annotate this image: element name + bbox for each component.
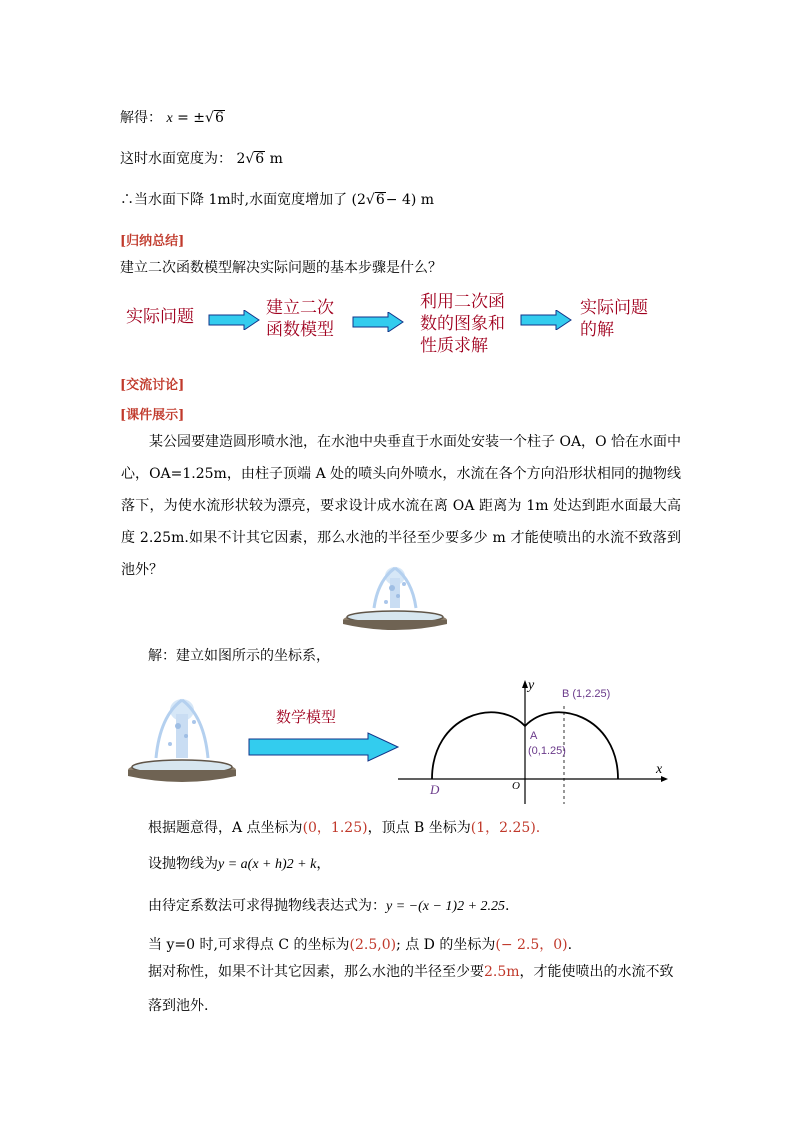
problem-paragraph: 某公园要建造圆形喷水池，在水池中央垂直于水面处安装一个柱子 OA，O 恰在水面中心，OA=1.25m，由柱子顶端 A 处的喷头向外喷水，水流在各个方向沿形状相同的抛物线落下，为使水流形状较为漂亮，要求设计成水流在离 OA 距离为 1m 处达到距水面最大高度 2.25m.如果不计其它因素，那么水池的半径至少要多少 m 才能使喷出的水流不致落到池外？ — [121, 434, 681, 578]
fountain-image-large — [126, 688, 238, 786]
step-4-text-e: . — [567, 937, 573, 953]
sqrt-icon: √ — [205, 110, 214, 126]
solve-line — [120, 108, 225, 129]
step-4 — [148, 935, 572, 955]
width-prefix: 这时水面宽度为： — [120, 151, 232, 167]
width-coef: 2 — [236, 151, 246, 167]
point-c-coordinate: (2.5,0) — [349, 937, 397, 953]
point-a-coordinate: (0，1.25) — [302, 820, 368, 836]
step-3 — [148, 896, 510, 917]
step-5-text-c: ，才能使喷出的水流不致 — [519, 964, 674, 980]
step-4-text-a: 当 y=0 时,可求得点 C 的坐标为 — [148, 937, 350, 953]
point-d-coordinate: (− 2.5，0) — [495, 937, 568, 953]
solve-radicand: 6 — [214, 110, 224, 126]
flow-step-2: 建立二次 函数模型 — [266, 298, 334, 340]
solve-prefix: 解得： — [120, 110, 162, 126]
conclusion-unit: m — [420, 192, 435, 208]
step-1-text-c: ，顶点 B 坐标为 — [367, 820, 471, 836]
parabola-expression: y = −(x − 1)2 + 2.25 — [386, 899, 506, 914]
fountain-image — [340, 558, 450, 634]
flow-arrow-3 — [520, 310, 572, 330]
step-1-text-a: 根据题意得，A 点坐标为 — [148, 820, 303, 836]
step-2 — [148, 854, 330, 875]
width-radicand: 6 — [255, 151, 265, 167]
flow-arrow-1 — [208, 310, 260, 330]
y-axis-label: y — [528, 678, 535, 693]
conclusion-prefix: ∴当水面下降 1m时,水面宽度增加了 — [120, 192, 348, 208]
model-arrow — [248, 732, 400, 762]
conclusion-open: (2 — [351, 192, 366, 208]
solution-intro: 解：建立如图所示的坐标系， — [148, 648, 330, 664]
flow-step-3: 利用二次函 数的图象和 性质求解 — [420, 292, 505, 356]
point-a-name: A — [530, 730, 538, 742]
courseware-label: [课件展示] — [120, 408, 185, 423]
flow-step-4: 实际问题 的解 — [580, 298, 648, 340]
step-5-cont: 落到池外. — [148, 998, 209, 1014]
step-4-text-c: ; 点 D 的坐标为 — [396, 937, 496, 953]
model-label: 数学模型 — [276, 708, 337, 726]
conclusion-radicand: 6 — [375, 192, 385, 208]
x-axis-label: x — [656, 762, 663, 777]
summary-question: 建立二次函数模型解决实际问题的基本步骤是什么？ — [120, 260, 442, 276]
point-d-label: D — [430, 782, 440, 797]
point-a-coord: (0,1.25) — [528, 745, 566, 757]
solve-var: x — [166, 111, 173, 126]
flow-arrow-2 — [352, 312, 404, 332]
sqrt-icon: √ — [365, 192, 375, 208]
width-unit: m — [269, 151, 283, 167]
width-line — [120, 149, 283, 169]
flow-step-1: 实际问题 — [126, 307, 194, 327]
step-5 — [148, 962, 674, 982]
solve-eq: = ± — [177, 110, 206, 126]
vertex-b-coordinate: (1，2.25). — [470, 820, 541, 836]
summary-label: [归纳总结] — [120, 234, 185, 249]
step-2-prefix: 设抛物线为 — [148, 856, 218, 872]
pool-radius: 2.5m — [484, 964, 520, 980]
step-2-suffix: ， — [316, 856, 331, 872]
discussion-label: [交流讨论] — [120, 378, 185, 393]
step-3-prefix: 由待定系数法可求得抛物线表达式为： — [148, 898, 386, 914]
conclusion-close: − 4) — [385, 192, 417, 208]
step-3-suffix: . — [505, 898, 510, 914]
conclusion-line — [120, 190, 434, 210]
step-5-text-a: 据对称性，如果不计其它因素，那么水池的半径至少要 — [148, 964, 484, 980]
origin-label: O — [512, 780, 520, 792]
parabola-general-form: y = a(x + h)2 + k — [218, 857, 317, 872]
sqrt-icon: √ — [245, 151, 255, 167]
point-b-label: B (1,2.25) — [562, 688, 611, 700]
step-1 — [148, 818, 540, 838]
